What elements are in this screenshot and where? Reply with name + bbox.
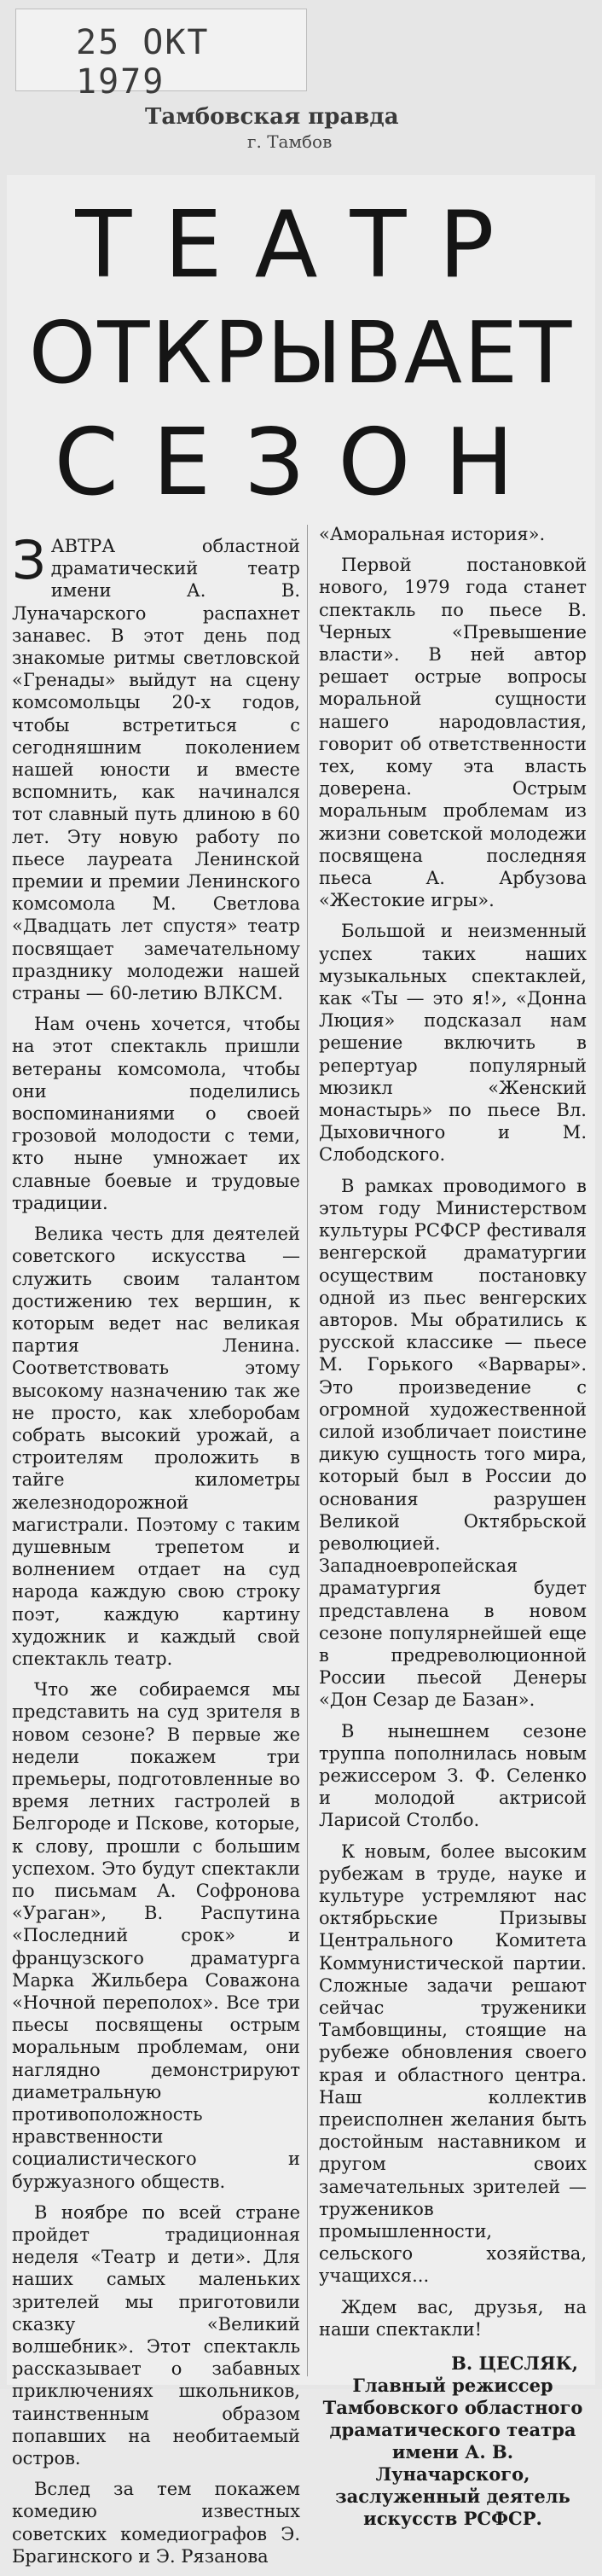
paragraph <box>12 529 300 1004</box>
column-divider <box>307 525 308 2376</box>
paragraph: В рамках проводимого в этом году Министерством культуры РСФСР фестиваля венгерской драматургии осуществим постановку одной из пьес венгерских авторов. Мы обратились к русской классике — пьесе М. Горького «Варвары». Это произведение с огромной художественной силой изобличает поистине дикую сущность того мира, который был в России до основания разрушен Великой Октябрьской революцией. Западноевропейская драматургия будет представлена в новом сезоне популярнейшей еще в предреволюционной России пьесой Денеры «Дон Сезар де Базан». <box>319 1175 587 1711</box>
headline-line-2: ОТКРЫВАЕТ <box>28 303 574 403</box>
paragraph: Вслед за тем покажем комедию известных советских комедиографов Э. Брагинского и Э. Рязанова <box>12 2479 300 2567</box>
paragraph: Велика честь для деятелей советского искусства — служить своим талантом достижению тех вершин, к которым ведет нас великая партия Ленина. Соответствовать этому высокому назначению так же не просто, как хлеборобам собрать высокий урожай, а строителям проложить в тайге километры железнодорожной магистрали. Поэтому с таким душевным трепетом и волнением отдает на суд народа каждую свою строку поэт, каждую картину художник и каждый свой спектакль театр. <box>12 1224 300 1669</box>
article-column-1 <box>12 529 300 2576</box>
article-column-2 <box>319 523 587 2530</box>
article <box>7 175 595 2567</box>
paragraph-text: АВТРА областной драматический театр имени А. В. Луначарского распахнет занавес. В этот день под знакомые ритмы светловской «Гренады» выйдут на сцену комсомольцы 20-х годов, чтобы встретиться с сегодняшним поколением нашей юности и вместе вспомнить, как начинался тот славный путь длиною в 60 лет. Эту новую работу по пьесе лауреата Ленинской премии и премии Ленинского комсомола М. Светлова «Двадцать лет спустя» театр посвящает замечательному празднику молодежи нашей страны — 60-летию ВЛКСМ. <box>12 536 300 1004</box>
paragraph: Большой и неизменный успех таких наших музыкальных спектаклей, как «Ты — это я!», «Донна Люция» подсказал нам решение включить в репертуар популярный мюзикл «Женский монастырь» по пьесе Вл. Дыховичного и М. Слободского. <box>319 921 587 1166</box>
headline-line-3: СЕЗОН <box>54 410 548 516</box>
author-title: Главный режиссер Тамбовского областного драматического театра имени А. В. Луначарского, заслуженный деятель искусств РСФСР. <box>322 2375 583 2530</box>
headline-line-1: ТЕАТР <box>75 192 527 299</box>
drop-cap: З <box>12 529 46 591</box>
paragraph: Ждем вас, друзья, на наши спектакли! <box>319 2296 587 2340</box>
date-stamp <box>15 9 307 102</box>
paragraph: В нынешнем сезоне труппа пополнилась новым режиссером З. Ф. Селенко и молодой актрисой Ларисой Столбо. <box>319 1720 587 1831</box>
newspaper-name: Тамбовская правда <box>145 104 399 130</box>
paragraph: Что же собираемся мы представить на суд зрителя в новом сезоне? В первые же недели покажем три премьеры, подготовленные во время летних гастролей в Белгороде и Пскове, которые, к слову, прошли с большим успехом. Это будут спектакли по письмам А. Софронова «Ураган», В. Распутина «Последний срок» и французского драматурга Марка Жильбера Соважона «Ночной переполох». Все три пьесы посвящены острым моральным проблемам, они наглядно демонстрируют диаметральную противоположность нравственности социалистического и буржуазного обществ. <box>12 1679 300 2192</box>
newspaper-city: г. Тамбов <box>247 131 333 152</box>
source-label <box>145 104 401 152</box>
paragraph: В ноябре по всей стране пройдет традиционная неделя «Театр и дети». Для наших самых маленьких зрителей мы приготовили сказку «Великий волшебник». Этот спектакль рассказывает о забавных приключениях школьников, таинственным образом попавших на необитаемый остров. <box>12 2201 300 2469</box>
paragraph: Нам очень хочется, чтобы на этот спектакль пришли ветераны комсомола, чтобы они поделились воспоминаниями о своей грозовой молодости с теми, кто ныне умножает их славные боевые и трудовые традиции. <box>12 1014 300 1213</box>
signature-block <box>319 2352 587 2530</box>
paragraph: К новым, более высоким рубежам в труде, науке и культуре устремляют нас октябрьские Призывы Центрального Комитета Коммунистической партии. Сложные задачи решают сейчас труженики Тамбовщины, стоящие на рубеже обновления своего края и областного центра. Наш коллектив преисполнен желания быть достойным наставником и другом своих замечательных зрителей — тружеников промышленности, сельского хозяйства, учащихся... <box>319 1840 587 2287</box>
author-name: В. ЦЕСЛЯК, <box>451 2352 578 2375</box>
paragraph: «Аморальная история». <box>319 524 546 544</box>
paragraph: Первой постановкой нового, 1979 года станет спектакль по пьесе В. Черных «Превышение власти». В ней автор решает острые вопросы моральной сущности нашего народовластия, говорит об ответственности тех, кому эта власть доверена. Острым моральным проблемам из жизни советской молодежи посвящена последняя пьеса А. Арбузова «Жестокие игры». <box>319 555 587 911</box>
stamp-date: 25 ОКТ 1979 <box>76 23 210 102</box>
